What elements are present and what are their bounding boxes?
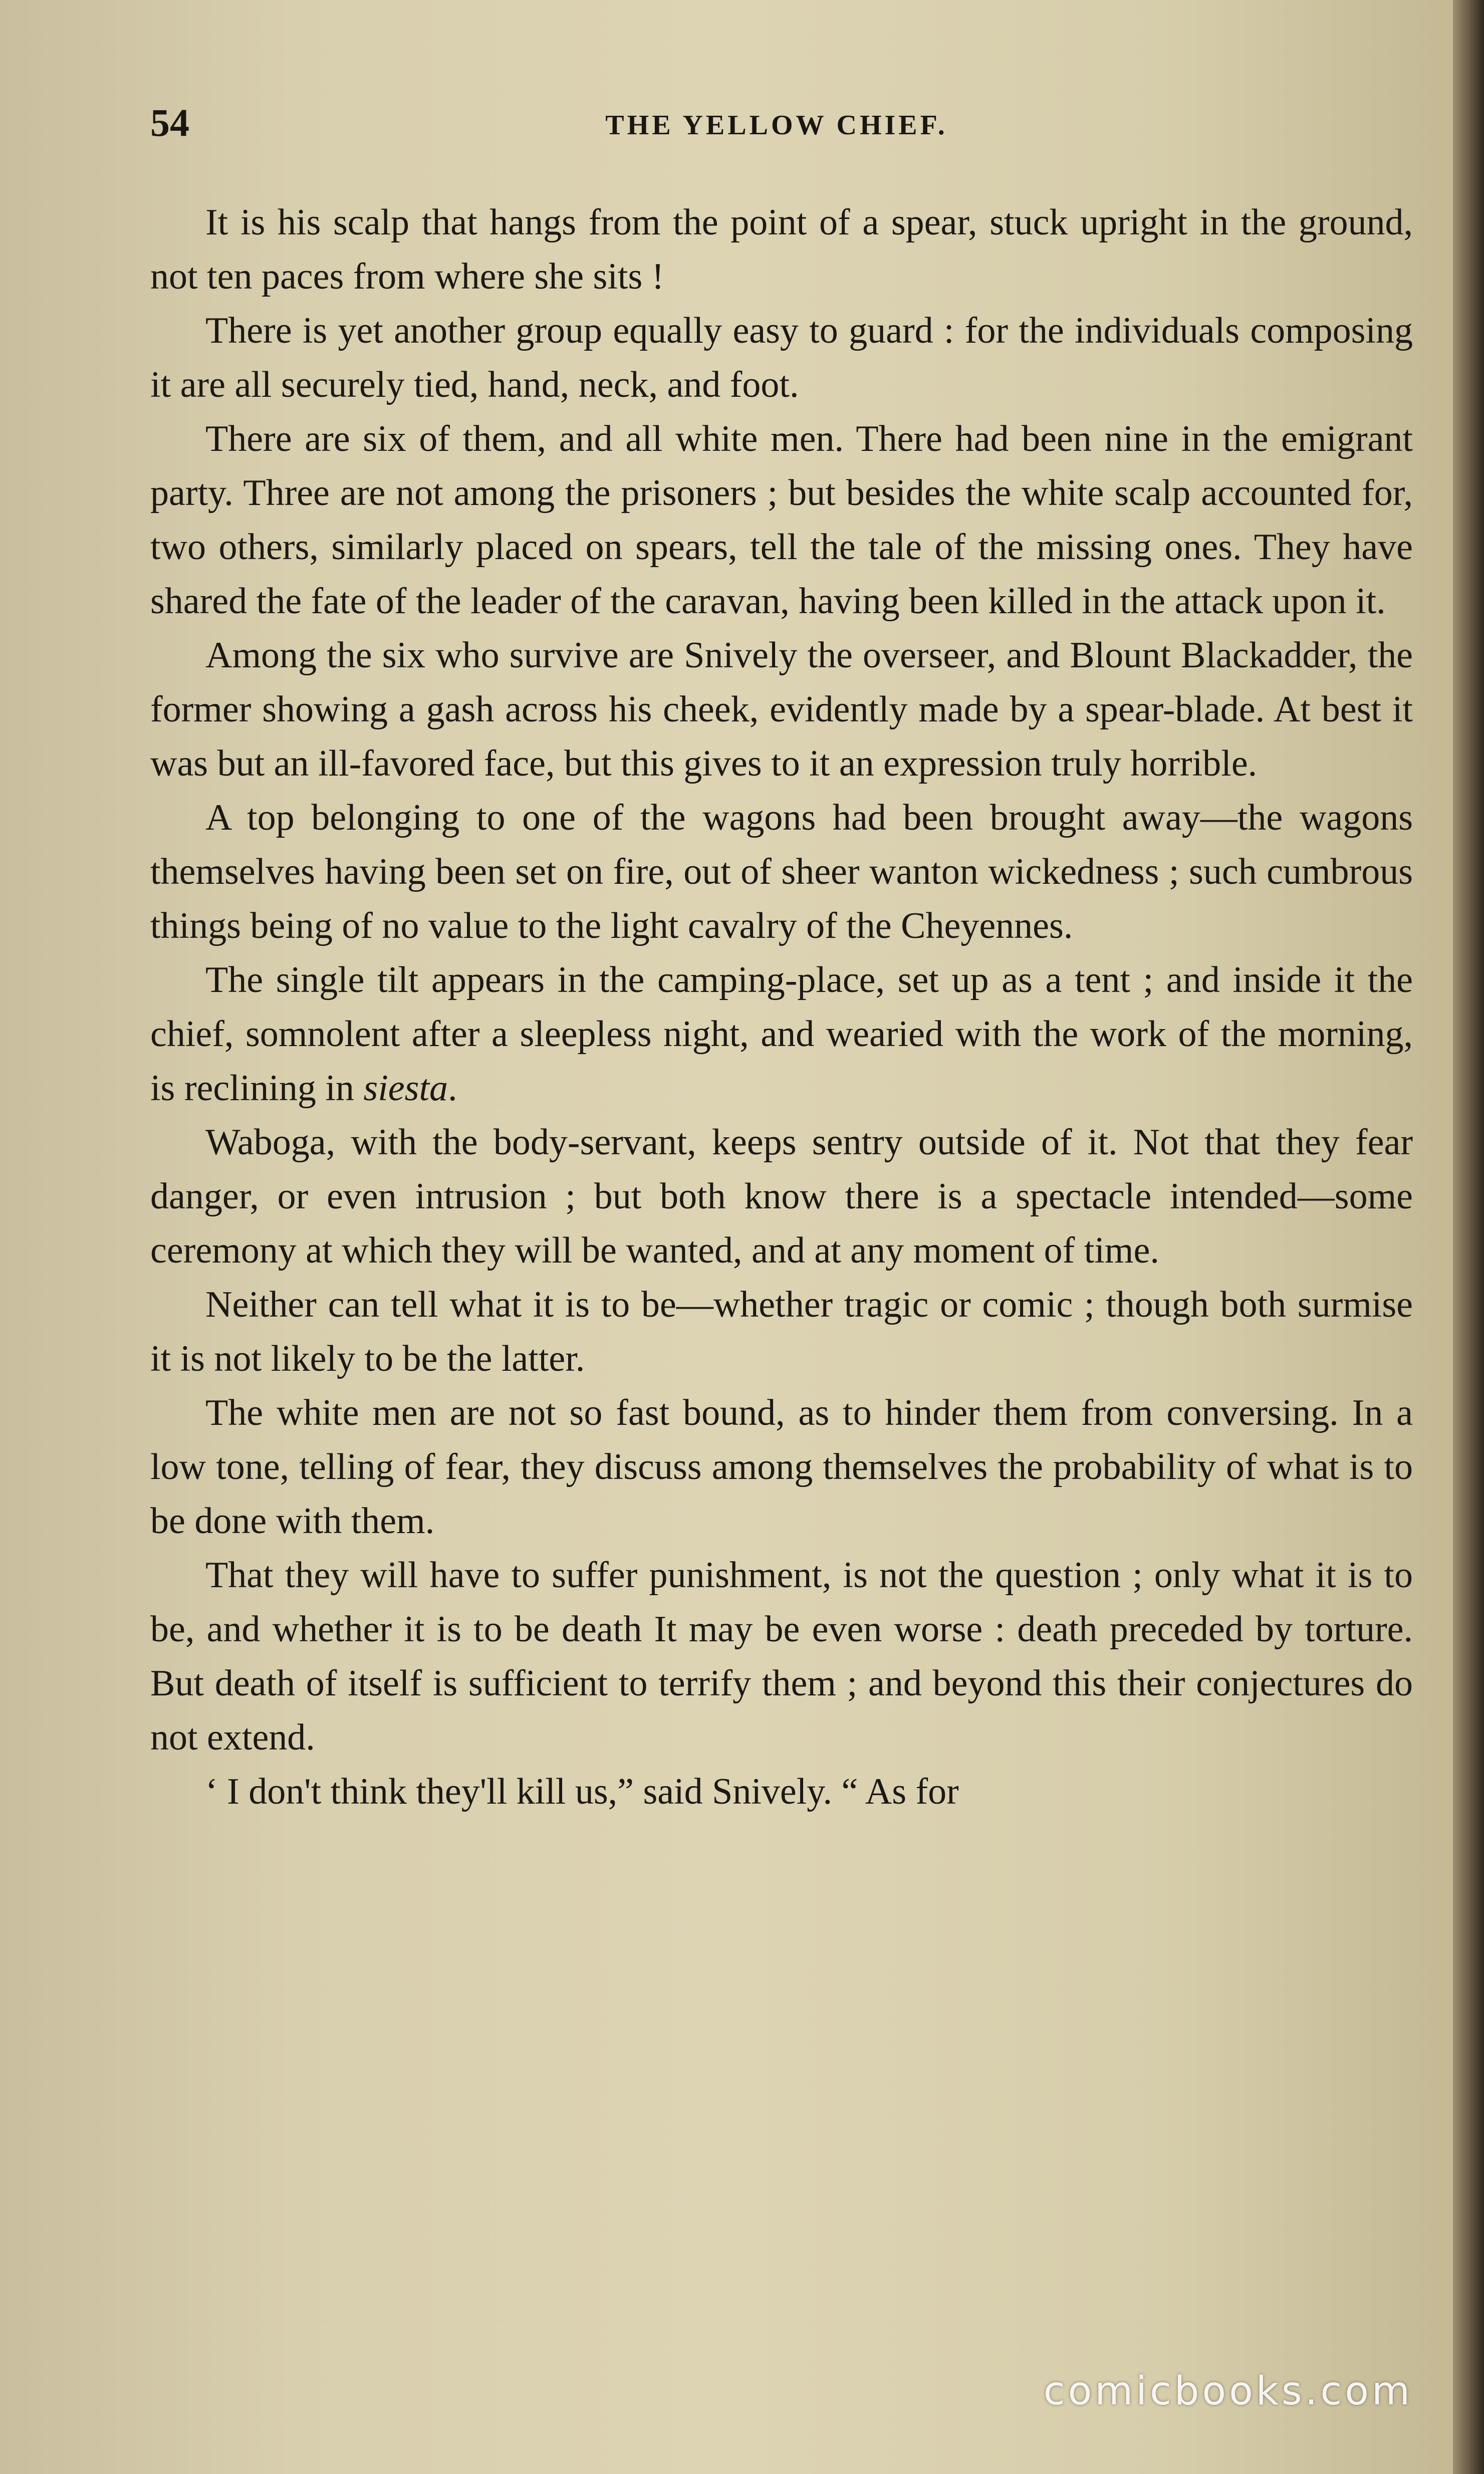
page-number: 54 [150,101,189,144]
paragraph: Neither can tell what it is to be—whether tragic or comic ; though both surmise it is not likely to be the latter. [150,1284,1413,1379]
paragraph: That they will have to suffer punishment, is not the question ; only what it is to be, and whether it is to be death It may be even worse : death preceded by torture. But death of itself is sufficient to terrify them ; and beyond this their conjectures do not extend. [150,1555,1413,1758]
paragraph: There are six of them, and all white men. There had been nine in the emigrant party. Three are not among the prisoners ; but besides the white scalp accounted for, two others, similarly placed on spears, tell the tale of the missing ones. They have shared the fate of the leader of the caravan, having been killed in the attack upon it. [150,418,1413,622]
paragraph: Among the six who survive are Snively the overseer, and Blount Blackadder, the former showing a gash across his cheek, evidently made by a spear-blade. At best it was but an ill-favored face, but this gives to it an expression truly horrible. [150,635,1413,784]
paragraph: It is his scalp that hangs from the point of a spear, stuck upright in the ground, not ten paces from where she sits ! [150,202,1413,297]
page-header [150,100,1403,150]
paragraph-text: . [448,1068,457,1109]
paragraph: Waboga, with the body-servant, keeps sentry outside of it. Not that they fear danger, or even intrusion ; but both know there is a spectacle intended—some ceremony at which they will be wanted, and at any moment of time. [150,1122,1413,1271]
watermark: comicbooks.com [1043,2369,1413,2414]
paragraph: There is yet another group equally easy to guard : for the individuals composing it are all securely tied, hand, neck, and foot. [150,310,1413,405]
italic-word: siesta [363,1068,448,1109]
running-head: THE YELLOW CHIEF. [605,110,948,141]
page-edge-shadow [1453,0,1484,2474]
paragraph-text: The single tilt appears in the camping-place, set up as a tent ; and inside it the chief, somnolent after a sleepless night, and wearied with the work of the morning, is reclining in [150,959,1413,1109]
paragraph: ‘ I don't think they'll kill us,” said Snively. “ As for [205,1771,959,1812]
paragraph [150,953,1413,1115]
paragraph: A top belonging to one of the wagons had been brought away—the wagons themselves having been set on fire, out of sheer wanton wickedness ; such cumbrous things being of no value to the light cavalry of the Cheyennes. [150,797,1413,946]
body-text [150,195,1413,1819]
paragraph: The white men are not so fast bound, as to hinder them from conversing. In a low tone, telling of fear, they discuss among themselves the probability of what is to be done with them. [150,1392,1413,1542]
